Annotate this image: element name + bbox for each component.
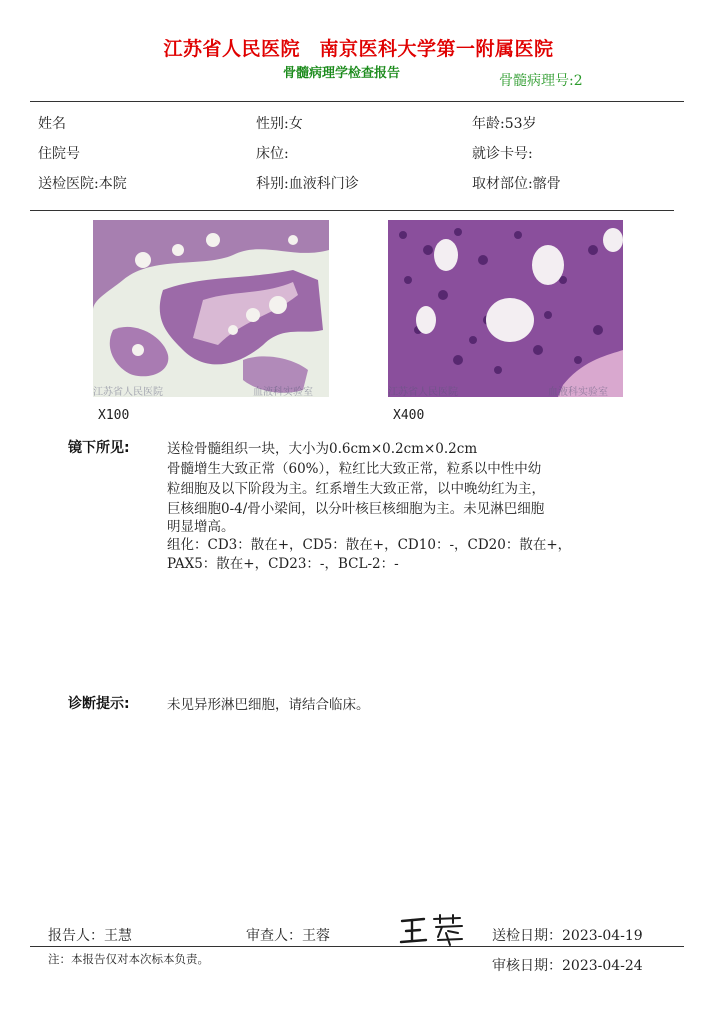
pathology-number: 骨髓病理号:2 <box>499 73 583 89</box>
findings-line: 骨髓增生大致正常（60%），粒红比大致正常，粒系以中性中幼 <box>167 461 542 477</box>
disclaimer-note: 注：本报告仅对本次标本负责。 <box>48 952 209 966</box>
bed-number: 床位: <box>256 146 289 162</box>
reporter: 报告人：王慧 <box>48 928 132 944</box>
sampling-site: 取材部位:髂骨 <box>472 176 561 192</box>
findings-line: PAX5：散在+，CD23：-，BCL-2：- <box>167 556 399 572</box>
hospital-name: 江苏省人民医院 南京医科大学第一附属医院 <box>163 38 554 60</box>
patient-gender: 性别:女 <box>256 116 303 132</box>
department: 科别:血液科门诊 <box>256 176 359 192</box>
header-divider <box>30 101 684 102</box>
visit-card-number: 就诊卡号: <box>472 146 533 162</box>
sending-hospital: 送检医院:本院 <box>38 176 127 192</box>
info-divider <box>30 210 674 211</box>
report-title: 骨髓病理学检查报告 <box>283 66 401 81</box>
watermark-left: 江苏省人民医院 <box>93 387 163 397</box>
footer-divider <box>30 946 684 947</box>
findings-line: 送检骨髓组织一块，大小为0.6cm×0.2cm×0.2cm <box>167 441 478 457</box>
inpatient-number: 住院号 <box>38 146 80 162</box>
watermark-left: 江苏省人民医院 <box>388 387 458 397</box>
review-date: 审核日期：2023-04-24 <box>492 958 643 974</box>
micrograph-x100 <box>93 220 329 397</box>
findings-line: 巨核细胞0-4/骨小梁间，以分叶核巨核细胞为主。未见淋巴细胞 <box>167 501 545 517</box>
findings-line: 粒细胞及以下阶段为主。红系增生大致正常，以中晚幼红为主， <box>167 481 545 497</box>
diagnosis-label: 诊断提示: <box>68 696 130 712</box>
patient-age: 年龄:53岁 <box>472 116 537 132</box>
magnification-label: X100 <box>98 408 130 423</box>
handwritten-signature <box>398 913 468 953</box>
diagnosis-text: 未见异形淋巴细胞，请结合临床。 <box>167 697 370 713</box>
findings-line: 组化：CD3：散在+，CD5：散在+，CD10：-，CD20：散在+， <box>167 537 572 553</box>
magnification-label: X400 <box>393 408 425 423</box>
reviewer: 审查人：王蓉 <box>246 928 330 944</box>
watermark-right: 血液科实验室 <box>253 387 313 397</box>
findings-line: 明显增高。 <box>167 519 235 535</box>
send-date: 送检日期：2023-04-19 <box>492 928 643 944</box>
watermark-right: 血液科实验室 <box>548 387 608 397</box>
patient-name: 姓名 <box>38 116 66 132</box>
micrograph-x400 <box>388 220 623 397</box>
findings-label: 镜下所见: <box>68 440 130 456</box>
